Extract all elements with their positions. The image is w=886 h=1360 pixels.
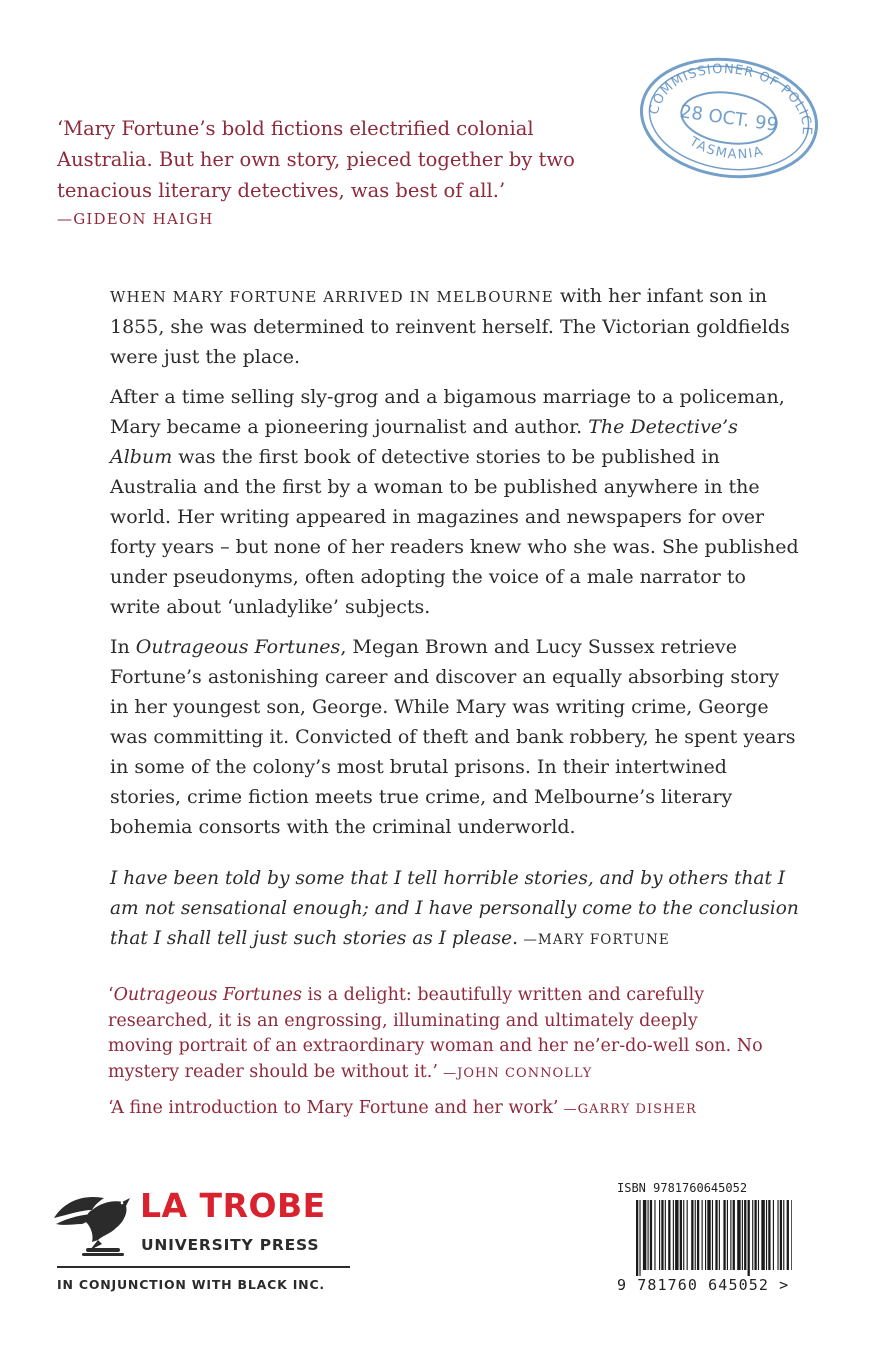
blurb-lead-in: WHEN MARY FORTUNE ARRIVED IN MELBOURNE — [110, 288, 554, 306]
blurb-p3-book-title: Outrageous Fortunes — [135, 636, 341, 658]
review1-open-quote: ‘ — [108, 985, 114, 1005]
barcode-bar — [761, 1200, 764, 1270]
barcode-bar — [748, 1200, 750, 1276]
review-disher — [108, 1096, 768, 1122]
stamp-date: 28 OCT. 99 — [678, 101, 780, 136]
barcode-bar — [791, 1200, 792, 1270]
barcode-bar — [766, 1200, 767, 1270]
barcode-bar — [705, 1200, 706, 1270]
barcode-bar — [733, 1200, 735, 1270]
barcode-bar — [661, 1200, 663, 1270]
barcode-bar — [687, 1200, 688, 1270]
barcode-bar — [643, 1200, 646, 1270]
barcode-bar — [715, 1200, 717, 1270]
review1-book-title: Outrageous Fortunes — [113, 985, 302, 1005]
review-connolly — [108, 983, 768, 1086]
blurb-p2-book-title: The Detective’s Album — [110, 416, 738, 468]
barcode-bar — [668, 1200, 670, 1270]
blurb-p3-text-b: , Megan Brown and Lucy Sussex retrieve Fortune’s astonishing career and discover an equally absorbing story in her youngest son, George. While Mary was writing crime, George was committing it. Convicted of theft and bank robbery, he spent years in some of the colony’s most brutal prisons. In their intertwined stories, crime fiction meets true crime, and Melbourne’s literary bohemia consorts with the criminal underworld. — [110, 636, 796, 838]
barcode-bar — [723, 1200, 725, 1270]
publisher-tagline: IN CONJUNCTION WITH BLACK INC. — [57, 1277, 325, 1292]
review1-text: is a delight: beautifully written and carefully researched, it is an engrossing, illuminating and ultimately deeply moving portrait of an extraordinary woman and her ne’er-do-well son. No mystery reader should be without it.’ — [108, 985, 763, 1082]
top-review-quote — [57, 113, 617, 235]
author-quote-attribution: —MARY FORTUNE — [517, 932, 670, 948]
barcode-bar — [719, 1200, 720, 1270]
barcode-bar — [659, 1200, 660, 1270]
blurb-paragraph-1 — [110, 281, 800, 372]
barcode-bar — [777, 1200, 778, 1270]
blurb-paragraph-3 — [110, 632, 800, 842]
barcode-bar — [675, 1200, 678, 1270]
review1-attribution: —JOHN CONNOLLY — [437, 1065, 593, 1081]
review2-text: ‘A fine introduction to Mary Fortune and her work’ — [108, 1098, 559, 1118]
barcode-bar — [787, 1200, 789, 1270]
author-quote-text: I have been told by some that I tell horrible stories, and by others that I am not sensational enough; and I have personally come to the conclusion that I shall tell just such stories as I please. — [110, 868, 799, 949]
eagle-icon — [52, 1188, 138, 1258]
barcode-bar — [742, 1200, 743, 1270]
barcode-bar — [648, 1200, 649, 1270]
barcode-digits: 9 781760 645052 > — [617, 1276, 790, 1294]
barcode-bar — [783, 1200, 784, 1270]
barcode-bar — [702, 1200, 703, 1270]
police-stamp — [636, 52, 822, 184]
barcode-bar — [737, 1200, 740, 1270]
barcode-bar — [773, 1200, 774, 1270]
stamp-bottom-text: TASMANIA — [686, 134, 766, 163]
publisher-name: LA TROBE — [140, 1186, 326, 1225]
blurb-p2-text-a: After a time selling sly-grog and a bigamous marriage to a policeman, Mary became a pioneering journalist and author. — [110, 386, 785, 438]
barcode-bar — [697, 1200, 699, 1270]
barcode-bar — [727, 1200, 728, 1270]
blurb-p3-text-a: In — [110, 636, 136, 658]
barcode-bar — [712, 1200, 713, 1270]
barcode-bar — [636, 1200, 638, 1276]
blurb-p2-text-b: was the first book of detective stories to be published in Australia and the first by a woman to be published anywhere in the world. Her writing appeared in magazines and newspapers for over forty years – but none of her readers knew who she was. She published under pseudonyms, often adopting the voice of a male narrator to write about ‘unladylike’ subjects. — [110, 446, 799, 618]
top-quote-attribution: —GIDEON HAIGH — [57, 210, 214, 228]
barcode-bar — [780, 1200, 782, 1270]
barcode-bar — [683, 1200, 684, 1270]
blurb-paragraph-2 — [110, 382, 800, 622]
barcode — [636, 1200, 792, 1276]
barcode-bar — [665, 1200, 666, 1270]
barcode-bar — [680, 1200, 682, 1270]
barcode-bar — [695, 1200, 696, 1270]
blurb — [110, 281, 800, 852]
author-quote — [110, 864, 800, 955]
top-quote-text: ‘Mary Fortune’s bold fictions electrified colonial Australia. But her own story, pieced together by two tenacious literary detectives, was best of all.’ — [57, 117, 575, 202]
barcode-bar — [707, 1200, 710, 1270]
barcode-bar — [744, 1200, 746, 1270]
barcode-bar — [768, 1200, 770, 1270]
stamp-top-text: COMMISSIONER OF POLICE — [646, 61, 814, 136]
publisher-divider — [57, 1266, 350, 1268]
barcode-bar — [673, 1200, 674, 1270]
barcode-bar — [639, 1200, 640, 1276]
isbn-label: ISBN 9781760645052 — [617, 1181, 748, 1195]
barcode-bar — [754, 1200, 756, 1270]
barcode-bar — [691, 1200, 693, 1270]
review2-attribution: —GARRY DISHER — [558, 1102, 697, 1117]
barcode-bar — [654, 1200, 655, 1270]
publisher-subname: UNIVERSITY PRESS — [141, 1236, 320, 1254]
blurb-p1-text: with her infant son in 1855, she was determined to reinvent herself. The Victorian goldfields were just the place. — [110, 285, 790, 368]
barcode-bar — [758, 1200, 759, 1270]
barcode-bar — [730, 1200, 731, 1270]
barcode-bar — [752, 1200, 753, 1270]
barcode-bar — [650, 1200, 652, 1270]
